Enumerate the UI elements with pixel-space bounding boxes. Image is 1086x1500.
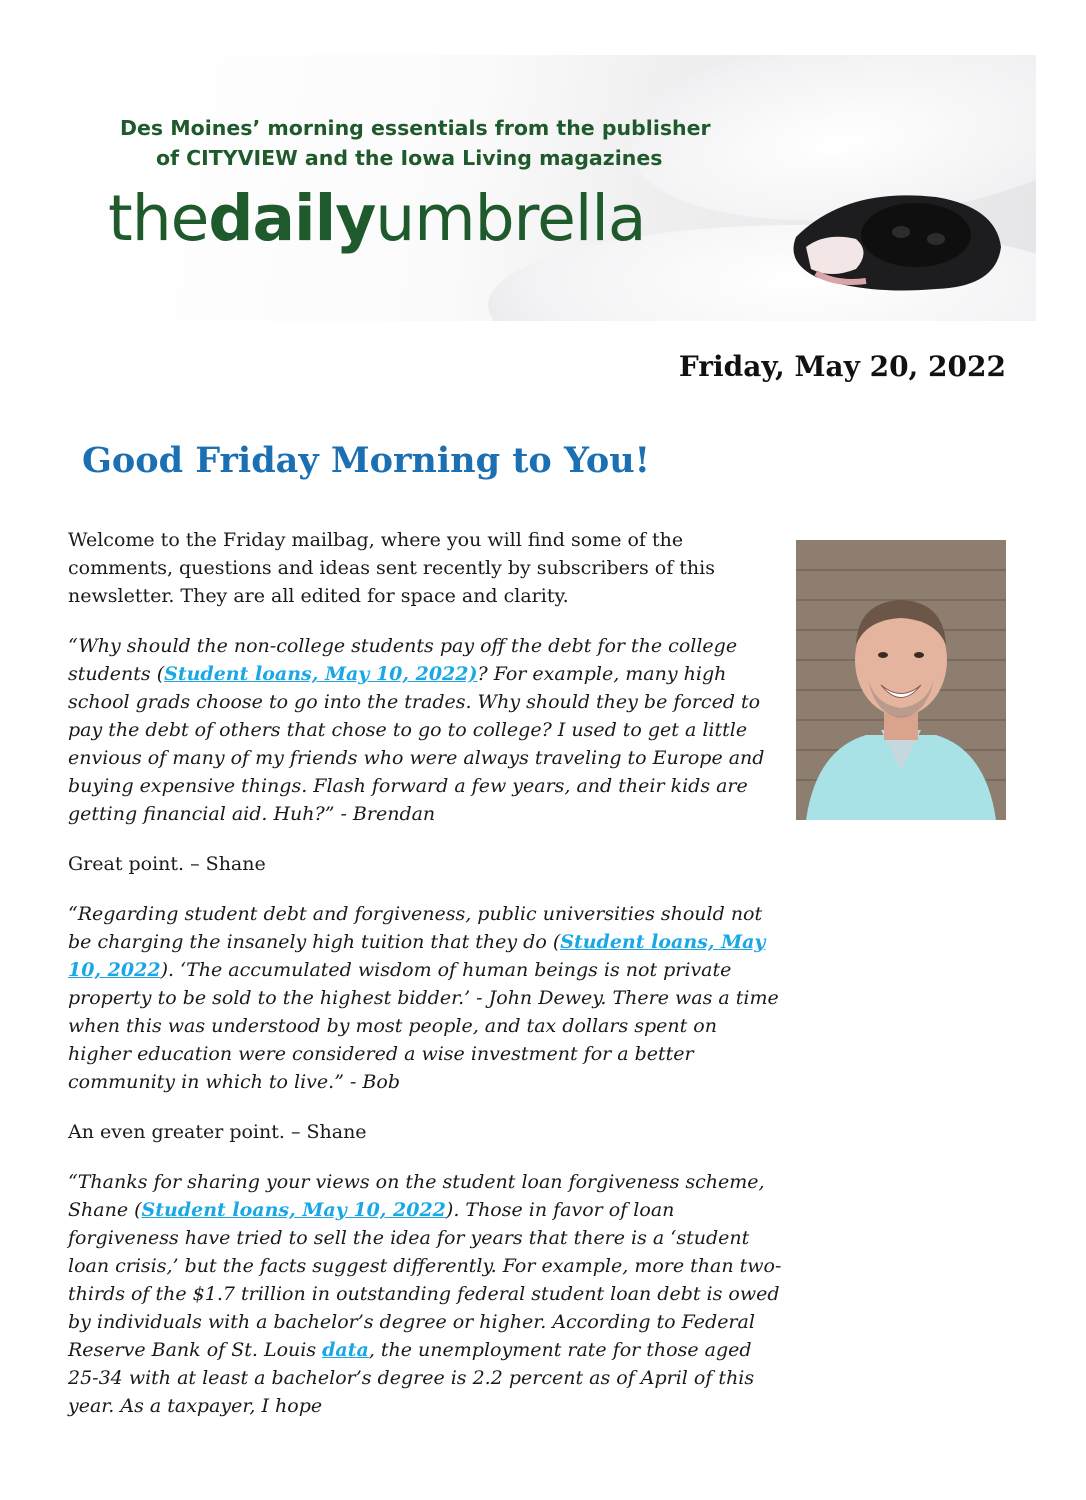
tagline-line-1: Des Moines’ morning essentials from the publisher	[120, 116, 711, 140]
reply-shane: Great point. – Shane	[68, 853, 266, 875]
student-loans-link[interactable]: Student loans, May 10, 2022)	[164, 663, 478, 685]
letter-text: ? For example, many high school grads choose to go into the trades. Why should they be forced to pay the debt of others that chose to go to college? I used to get a little envious of many of my friends who were always traveling to Europe and buying expensive things. Flash forward a few years, and their kids are getting financial aid. Huh?” - Brendan	[68, 663, 765, 825]
letter-text: ). ‘The accumulated wisdom of human beings is not private property to be sold to the highest bidder.’ - John Dewey. There was a time when this was understood by most people, and tax dollars spent on higher education were considered a wise investment for a better community in which to live.” - Bob	[68, 959, 779, 1093]
page-title: Good Friday Morning to You!	[82, 440, 651, 481]
logo-daily: daily	[208, 182, 376, 255]
logo	[108, 179, 645, 259]
reader-letter-bob	[68, 900, 782, 1096]
dog-nose-illustration	[786, 177, 1006, 295]
mailbag-content	[68, 526, 782, 1442]
student-loans-link[interactable]: Student loans, May 10, 2022	[68, 931, 766, 981]
reader-letter-brendan	[68, 632, 782, 828]
data-link[interactable]: data	[322, 1339, 369, 1361]
letter-text: “Thanks for sharing your views on the student loan forgiveness scheme, Shane (	[68, 1171, 765, 1221]
intro-paragraph: Welcome to the Friday mailbag, where you will find some of the comments, questions and ideas sent recently by subscribers of this newsletter. They are all edited for space and clarity.	[68, 529, 715, 607]
letter-text: “Why should the non-college students pay off the debt for the college students (	[68, 635, 738, 685]
reply-shane: An even greater point. – Shane	[68, 1121, 367, 1143]
letter-text: “Regarding student debt and forgiveness, public universities should not be charging the insanely high tuition that they do (	[68, 903, 763, 953]
header-banner	[68, 55, 1036, 321]
author-portrait-image	[796, 540, 1006, 820]
letter-text: , the unemployment rate for those aged 25-34 with at least a bachelor’s degree is 2.2 percent as of April of this year. As a taxpayer, I hope	[68, 1339, 755, 1417]
issue-date: Friday, May 20, 2022	[678, 350, 1006, 383]
student-loans-link[interactable]: Student loans, May 10, 2022	[141, 1199, 446, 1221]
author-photo	[796, 540, 1006, 820]
reader-letter-3	[68, 1168, 782, 1420]
tagline-line-2: of CITYVIEW and the Iowa Living magazines	[156, 146, 663, 170]
logo-umbrella: umbrella	[375, 182, 646, 255]
logo-the: the	[108, 182, 209, 255]
letter-text: ). Those in favor of loan forgiveness have tried to sell the idea for years that there is a ‘student loan crisis,’ but the facts suggest differently. For example, more than two-thirds of the $1.7 trillion in outstanding federal student loan debt is owed by individuals with a bachelor’s degree or higher. According to Federal Reserve Bank of St. Louis	[68, 1199, 782, 1361]
banner-tagline	[120, 113, 711, 173]
